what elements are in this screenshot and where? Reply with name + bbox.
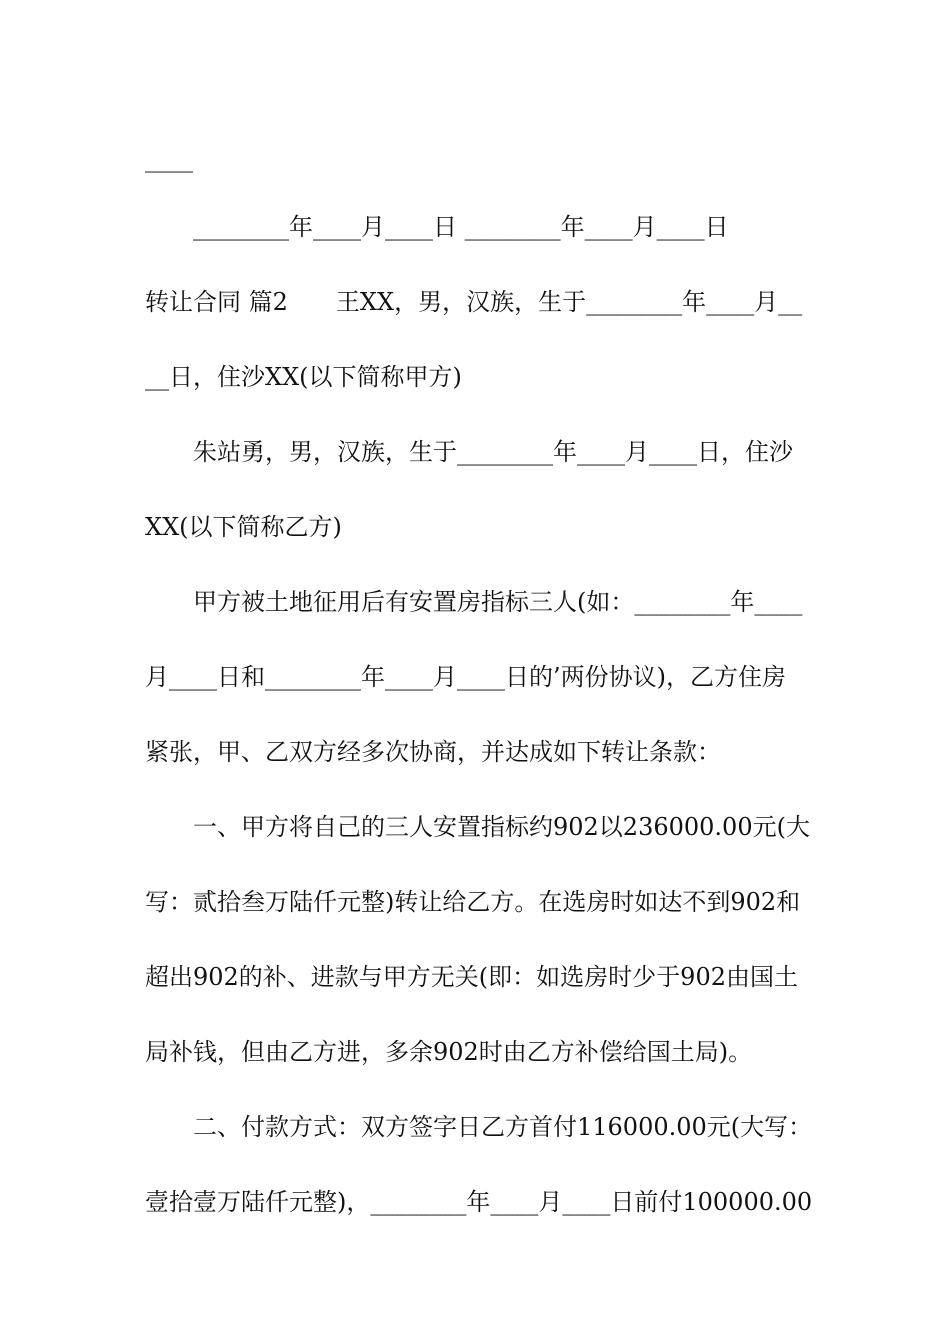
background-paragraph-line-3: 紧张，甲、乙双方经多次协商，并达成如下转让条款：: [145, 738, 721, 766]
clause-2-line-2: 壹拾壹万陆仟元整)，________年____月____日前付100000.00: [145, 1188, 813, 1216]
clause-2-line-1: 二、付款方式：双方签字日乙方首付116000.00元(大写：: [193, 1113, 813, 1141]
party-b-address-line: XX(以下简称乙方): [145, 513, 342, 541]
party-a-address-line: __日，住沙XX(以下简称甲方): [145, 363, 462, 391]
clause-1-line-3: 超出902的补、进款与甲方无关(即：如选房时少于902由国土: [145, 963, 798, 991]
contract-title-party-a-line: 转让合同 篇2 王XX，男，汉族，生于________年____月__: [145, 288, 803, 316]
signature-underline: ____: [145, 145, 193, 173]
clause-1-line-4: 局补钱，但由乙方进，多余902时由乙方补偿给国土局)。: [145, 1038, 753, 1066]
clause-1-line-2: 写：贰拾叁万陆仟元整)转让给乙方。在选房时如达不到902和: [145, 888, 801, 916]
party-b-line: 朱站勇，男，汉族，生于________年____月____日，住沙: [193, 438, 793, 466]
clause-1-line-1: 一、甲方将自己的三人安置指标约902以236000.00元(大: [193, 813, 810, 841]
background-paragraph-line-1: 甲方被土地征用后有安置房指标三人(如：________年____: [193, 588, 803, 616]
signature-date-line: ________年____月____日 ________年____月____日: [193, 213, 729, 241]
background-paragraph-line-2: 月____日和________年____月____日的’两份协议)，乙方住房: [145, 663, 786, 691]
